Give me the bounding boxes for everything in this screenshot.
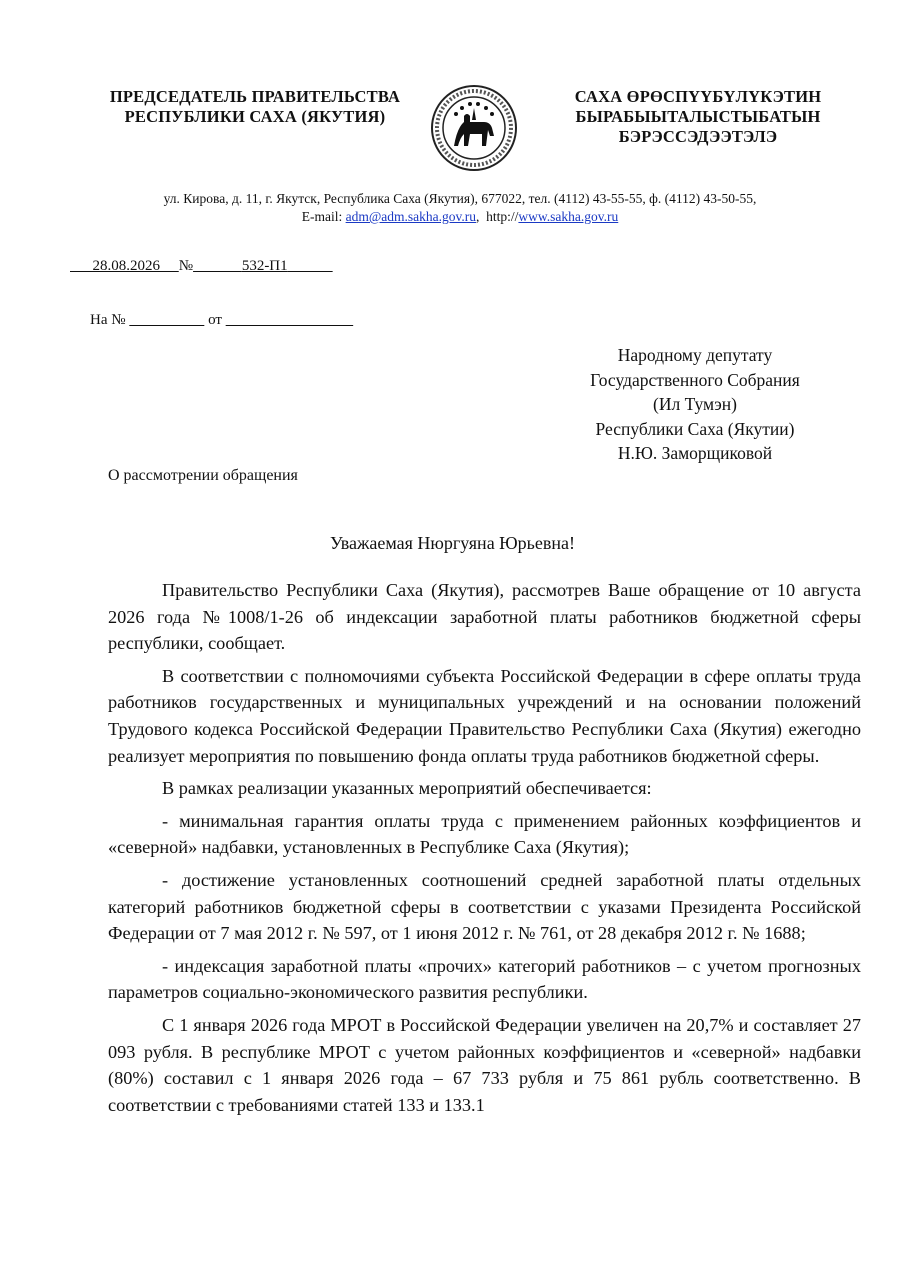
body-paragraph: - индексация заработной платы «прочих» категорий работников – с учетом прогнозных параметров социально-экономического развития республики. — [108, 955, 861, 1003]
website-link[interactable]: www.sakha.gov.ru — [518, 209, 619, 224]
sender-title-line: БЭРЭССЭДЭЭТЭЛЭ — [618, 127, 778, 146]
address-line: ул. Кирова, д. 11, г. Якутск, Республика Саха (Якутия), 677022, тел. (4112) 43-55-55, ф. (4112) 43-50-55, — [163, 191, 757, 206]
sender-title-yakut — [548, 87, 848, 147]
registration-number: 532-П1 — [241, 258, 288, 274]
registration-line — [70, 258, 333, 275]
letter-greeting: Уважаемая Нюргуяна Юрьевна! — [329, 533, 575, 553]
contact-links-line: E-mail: adm@adm.sakha.gov.ru, http://www.sakha.gov.ru — [301, 209, 619, 224]
sender-title-line: БЫРАБЫЫТАЛЫСТЫБАТЫН — [575, 107, 821, 126]
body-paragraph: - минимальная гарантия оплаты труда с применением районных коэффициентов и «северной» надбавки, установленных в Республике Саха (Якутия); — [108, 810, 861, 858]
web-label: http:// — [486, 209, 519, 224]
reference-from-label: от — [208, 312, 222, 328]
addressee-line: Народному депутату — [617, 345, 773, 365]
sender-title-line: САХА ӨРӨСПҮҮБҮЛҮКЭТИН — [574, 87, 822, 106]
body-paragraph: С 1 января 2026 года МРОТ в Российской Федерации увеличен на 20,7% и составляет 27 093 рубля. В республике МРОТ с учетом районных коэффициентов и «северной» надбавки (80%) составил с 1 января 2026 года – 67 733 рубля и 75 861 рубль соответственно. В соответствии с требованиями статей 133 и 133.1 — [108, 1014, 861, 1115]
addressee-line: Республики Саха (Якутии) — [595, 418, 795, 439]
email-label: E-mail: — [301, 209, 346, 224]
sender-title-line: ПРЕДСЕДАТЕЛЬ ПРАВИТЕЛЬСТВА — [109, 87, 401, 106]
reference-line — [90, 312, 353, 329]
letter-body — [108, 577, 861, 1118]
addressee-line: Н.Ю. Заморщиковой — [617, 443, 773, 463]
addressee-line: (Ил Тумэн) — [653, 394, 737, 414]
body-paragraph: В соответствии с полномочиями субъекта Российской Федерации в сфере оплаты труда работников государственных и муниципальных учреждений и на основании положений Трудового кодекса Российской Федерации Правительство Республики Саха (Якутия) ежегодно реализует мероприятия по повышению фонда оплаты труда работников бюджетной сферы. — [108, 665, 861, 766]
addressee-line: Государственного Собрания — [590, 369, 800, 390]
letter-subject: О рассмотрении обращения — [108, 467, 298, 484]
registration-date: 28.08.2026 — [92, 258, 160, 274]
body-paragraph: Правительство Республики Саха (Якутия), рассмотрев Ваше обращение от 10 августа 2026 года №1008/1-26 об индексации заработной платы работников бюджетной сферы республики, сообщает. — [108, 580, 861, 654]
body-paragraph: - достижение установленных соотношений средней заработной платы отдельных категорий работников бюджетной сферы в соответствии с указами Президента Российской Федерации от 7 мая 2012 г. № 597, от 1 июня 2012 г. № 761, от 28 декабря 2012 г. № 1688; — [108, 869, 861, 944]
registration-number-label: № — [178, 258, 194, 274]
addressee-block — [525, 343, 865, 466]
reference-number-label: На № — [90, 312, 126, 328]
sender-title-line: РЕСПУБЛИКИ САХА (ЯКУТИЯ) — [124, 107, 386, 126]
coat-of-arms-emblem-icon — [430, 84, 518, 172]
email-link[interactable]: adm@adm.sakha.gov.ru — [345, 209, 477, 224]
contact-block — [60, 190, 860, 226]
sender-title-russian — [80, 87, 430, 127]
body-paragraph: В рамках реализации указанных мероприятий обеспечивается: — [162, 778, 652, 799]
